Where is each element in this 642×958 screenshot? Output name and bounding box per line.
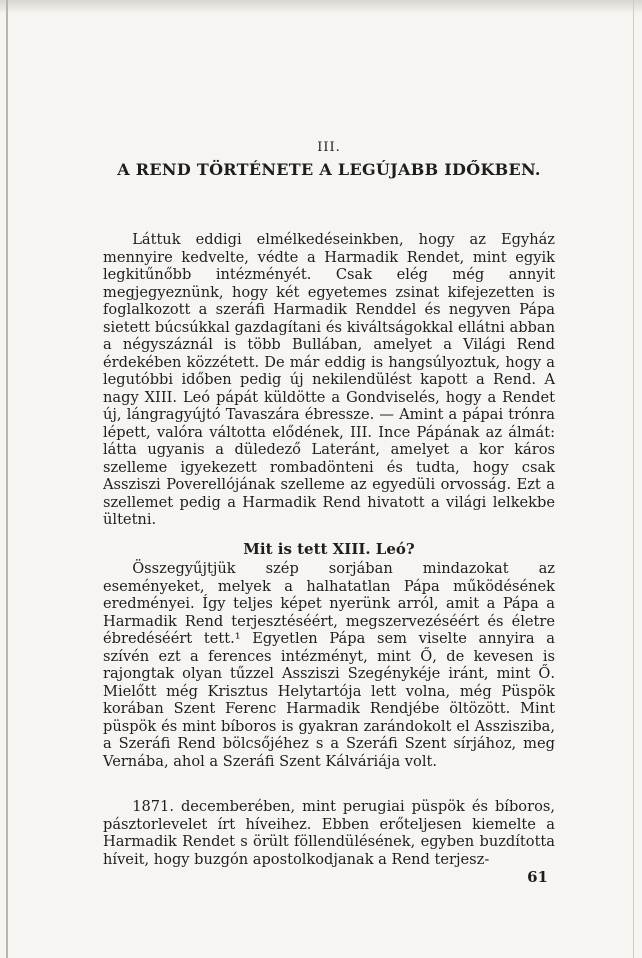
scan-edge-top: [0, 0, 642, 14]
chapter-number: III.: [317, 140, 341, 155]
chapter-title: A REND TÖRTÉNETE A LEGÚJABB IDŐKBEN.: [117, 160, 541, 179]
page-number: 61: [527, 868, 548, 886]
section-paragraph-1: Összegyűjtjük szép sorjában mindazokat az eseményeket, melyek a halhatatlan Pápa működésének eredményei. Így teljes képet nyerünk arról, amit a Pápa a Harmadik Rend terjesztéséért, megszervezéséért és életre ébredéséért tett.¹ Egyetlen Pápa sem viselte annyira a szívén ezt a ferences intézményt, mint Ő, de kevesen is rajongtak olyan tűzzel Assziszi Szegénykéje iránt, mint Ő. Mielőtt még Krisztus Helytartója lett volna, még Püspök korában Szent Ferenc Harmadik Rendjébe öltözött. Mint püspök és mint bíboros is gyakran zarándokolt el Asszisziba, a Szeráfi Rend bölcsőjéhez s a Szeráfi Szent sírjához, meg Vernába, ahol a Szeráfi Szent Kálváriája volt.: [103, 560, 555, 770]
intro-paragraph: Láttuk eddigi elmélkedéseinkben, hogy az Egyház mennyire kedvelte, védte a Harmadik Rendet, mint egyik legkitűnőbb intézményét. Csak elég még annyit megjegyeznünk, hogy két egyetemes zsinat kifejezetten is foglalkozott a szeráfi Harmadik Renddel és negyven Pápa sietett búcsúkkal gazdagítani és kiváltságokkal ellátni abban a négyszáznál is több Bullában, amelyet a Világi Rend érdekében közzétett. De már eddig is hangsúlyoztuk, hogy a legutóbbi időben pedig új nekilendülést kapott a Rend. A nagy XIII. Leó pápát küldötte a Gondviselés, hogy a Rendet új, lángragyújtó Tavaszára ébressze. — Amint a pápai trónra lépett, valóra váltotta elődének, III. Ince Pápának az álmát: látta ugyanis a düledező Lateránt, amelyet a kor káros szelleme igyekezett rombadönteni és tudta, hogy csak Assziszi Poverellójának szelleme az egyedüli orvosság. Ezt a szellemet pedig a Harmadik Rend hivatott a világi lelkekbe ültetni.: [103, 231, 555, 528]
scan-edge-right: [633, 0, 634, 958]
section-paragraph-2: 1871. decemberében, mint perugiai püspök és bíboros, pásztorlevelet írt híveihez. Ebben erőteljesen kiemelte a Harmadik Rendet s örült föllendülésének, egyben buzdította híveit, hogy buzgón apostolkodjanak a Rend terjesz-: [103, 798, 555, 868]
scan-edge-left: [6, 0, 8, 958]
section-heading: Mit is tett XIII. Leó?: [243, 540, 415, 558]
